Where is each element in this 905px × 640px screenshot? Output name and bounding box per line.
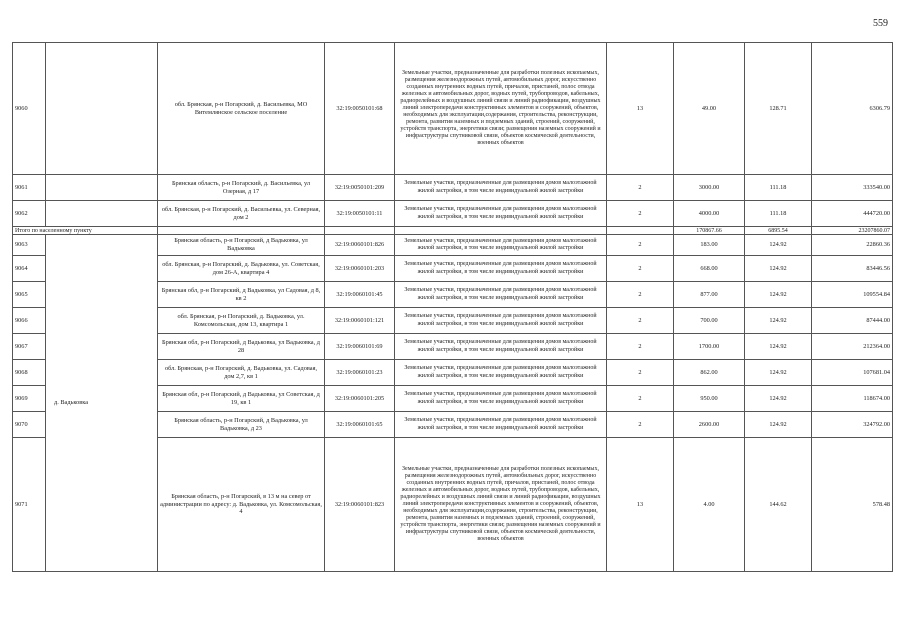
specific-value-cell: 124.92 xyxy=(745,308,812,334)
land-use-cell: Земельные участки, предназначенные для разработки полезных ископаемых, размещения железнодорожных путей, автомобильных дорог, искусственно созданных внутренних водных путей, причалов, пристаней, полос отвода железных и автомобильных дорог, водных путей, трубопроводов, кабельных, радиорелейных и воздушных линий связи и линий радиофикации, воздушных линий электропередачи конструктивных элементов и сооружений, объектов, необходимых для эксплуатации,содержания, строительства, реконструкции, ремонта, развития наземных и подземных зданий, строений, сооружений, устройств транспорта, энергетики связи; размещения наземных сооружений и инфраструктуры спутниковой связи, объектов космической деятельности, военных объектов xyxy=(395,438,607,572)
specific-value-cell: 128.71 xyxy=(745,43,812,175)
cadastral-number-cell: 32:19:0060101:23 xyxy=(325,360,395,386)
category-cell: 2 xyxy=(607,201,674,227)
land-use-cell: Земельные участки, предназначенные для размещения домов малоэтажной жилой застройки, в том числе индивидуальной жилой застройки xyxy=(395,386,607,412)
cadastral-value-cell: 87444.00 xyxy=(812,308,893,334)
cadastral-value-cell: 444720.00 xyxy=(812,201,893,227)
specific-value-cell: 124.92 xyxy=(745,412,812,438)
row-number: 9060 xyxy=(13,43,46,175)
row-number: 9069 xyxy=(13,386,46,412)
category-cell: 2 xyxy=(607,235,674,256)
table-row xyxy=(13,43,893,175)
address-cell: Брянская область, р-н Погарский, д Вадьковка, ул Вадьковка xyxy=(158,235,325,256)
land-use-cell: Земельные участки, предназначенные для размещения домов малоэтажной жилой застройки, в том числе индивидуальной жилой застройки xyxy=(395,235,607,256)
cadastral-number-cell: 32:19:0050101:11 xyxy=(325,201,395,227)
cadastral-number-cell: 32:19:0060101:826 xyxy=(325,235,395,256)
land-use-cell: Земельные участки, предназначенные для размещения домов малоэтажной жилой застройки, в том числе индивидуальной жилой застройки xyxy=(395,308,607,334)
address-cell: Брянская обл, р-н Погарский, д Вадьковка, ул Вадьковка, д 28 xyxy=(158,334,325,360)
empty-cell xyxy=(395,227,607,235)
category-cell: 2 xyxy=(607,412,674,438)
empty-cell xyxy=(325,227,395,235)
category-cell: 13 xyxy=(607,43,674,175)
cadastral-value-cell: 83446.56 xyxy=(812,256,893,282)
land-use-cell: Земельные участки, предназначенные для размещения домов малоэтажной жилой застройки, в том числе индивидуальной жилой застройки xyxy=(395,256,607,282)
cadastral-number-cell: 32:19:0060101:823 xyxy=(325,438,395,572)
address-cell: Брянская обл, р-н Погарский, д Вадьковка, ул Советская, д 19, кв 1 xyxy=(158,386,325,412)
cadastral-value-cell: 324792.00 xyxy=(812,412,893,438)
land-use-cell: Земельные участки, предназначенные для размещения домов малоэтажной жилой застройки, в том числе индивидуальной жилой застройки xyxy=(395,334,607,360)
locality-total-row xyxy=(13,227,893,235)
address-cell: обл. Брянская, р-н Погарский, д. Васильевка, ул. Северная, дом 2 xyxy=(158,201,325,227)
category-cell: 13 xyxy=(607,438,674,572)
area-cell: 4.00 xyxy=(674,438,745,572)
total-cadastral-value: 23207860.07 xyxy=(812,227,893,235)
category-cell: 2 xyxy=(607,256,674,282)
table-row xyxy=(13,175,893,201)
cadastral-value-cell: 578.48 xyxy=(812,438,893,572)
specific-value-cell: 124.92 xyxy=(745,256,812,282)
land-use-cell: Земельные участки, предназначенные для размещения домов малоэтажной жилой застройки, в том числе индивидуальной жилой застройки xyxy=(395,282,607,308)
land-use-cell: Земельные участки, предназначенные для размещения домов малоэтажной жилой застройки, в том числе индивидуальной жилой застройки xyxy=(395,412,607,438)
category-cell: 2 xyxy=(607,175,674,201)
page-number: 559 xyxy=(873,18,888,29)
cadastral-value-cell: 118674.00 xyxy=(812,386,893,412)
total-area: 170867.66 xyxy=(674,227,745,235)
category-cell: 2 xyxy=(607,334,674,360)
locality-cell xyxy=(46,43,158,175)
locality-cell: д. Вадьковка xyxy=(46,235,158,572)
category-cell: 2 xyxy=(607,282,674,308)
cadastral-number-cell: 32:19:0060101:45 xyxy=(325,282,395,308)
address-cell: обл. Брянская, р-н Погарский, д. Васильевка, МО Витемлянское сельское поселение xyxy=(158,43,325,175)
cadastral-number-cell: 32:19:0060101:203 xyxy=(325,256,395,282)
land-use-cell: Земельные участки, предназначенные для размещения домов малоэтажной жилой застройки, в том числе индивидуальной жилой застройки xyxy=(395,360,607,386)
specific-value-cell: 111.18 xyxy=(745,201,812,227)
specific-value-cell: 124.92 xyxy=(745,334,812,360)
address-cell: обл. Брянская, р-н Погарский, д. Вадьковка, ул. Комсомольская, дом 13, квартира 1 xyxy=(158,308,325,334)
area-cell: 1700.00 xyxy=(674,334,745,360)
row-number: 9067 xyxy=(13,334,46,360)
row-number: 9062 xyxy=(13,201,46,227)
land-use-cell: Земельные участки, предназначенные для размещения домов малоэтажной жилой застройки, в том числе индивидуальной жилой застройки xyxy=(395,175,607,201)
cadastral-value-cell: 109554.84 xyxy=(812,282,893,308)
category-cell: 2 xyxy=(607,360,674,386)
area-cell: 700.00 xyxy=(674,308,745,334)
cadastral-number-cell: 32:19:0050101:209 xyxy=(325,175,395,201)
cadastral-value-table xyxy=(12,42,893,572)
specific-value-cell: 124.92 xyxy=(745,386,812,412)
address-cell: Брянская обл, р-н Погарский, д Вадьковка, ул Садовая, д 8, кв 2 xyxy=(158,282,325,308)
empty-cell xyxy=(158,227,325,235)
locality-cell xyxy=(46,201,158,227)
row-number: 9071 xyxy=(13,438,46,572)
area-cell: 183.00 xyxy=(674,235,745,256)
area-cell: 2600.00 xyxy=(674,412,745,438)
row-number: 9063 xyxy=(13,235,46,256)
row-number: 9064 xyxy=(13,256,46,282)
area-cell: 877.00 xyxy=(674,282,745,308)
category-cell: 2 xyxy=(607,386,674,412)
cadastral-number-cell: 32:19:0060101:121 xyxy=(325,308,395,334)
row-number: 9070 xyxy=(13,412,46,438)
cadastral-value-cell: 212364.00 xyxy=(812,334,893,360)
specific-value-cell: 124.92 xyxy=(745,360,812,386)
locality-cell xyxy=(46,175,158,201)
total-specific-value: 6895.54 xyxy=(745,227,812,235)
cadastral-number-cell: 32:19:0050101:68 xyxy=(325,43,395,175)
area-cell: 4000.00 xyxy=(674,201,745,227)
specific-value-cell: 144.62 xyxy=(745,438,812,572)
area-cell: 49.00 xyxy=(674,43,745,175)
specific-value-cell: 124.92 xyxy=(745,282,812,308)
cadastral-number-cell: 32:19:0060101:65 xyxy=(325,412,395,438)
address-cell: Брянская область, р-н Погарский, д. Васильевка, ул Озерная, д 17 xyxy=(158,175,325,201)
cadastral-value-cell: 6306.79 xyxy=(812,43,893,175)
row-number: 9061 xyxy=(13,175,46,201)
address-cell: Брянская область, р-н Погарский, в 13 м на север от администрации по адресу: д. Вадьковка, ул. Комсомольская, 4 xyxy=(158,438,325,572)
area-cell: 668.00 xyxy=(674,256,745,282)
cadastral-value-cell: 22860.36 xyxy=(812,235,893,256)
row-number: 9065 xyxy=(13,282,46,308)
cadastral-number-cell: 32:19:0060101:69 xyxy=(325,334,395,360)
address-cell: обл. Брянская, р-н Погарский, д. Вадьковка, ул. Советская, дом 26-А, квартира 4 xyxy=(158,256,325,282)
cadastral-value-cell: 107681.04 xyxy=(812,360,893,386)
total-label: Итого по населенному пункту xyxy=(13,227,158,235)
cadastral-number-cell: 32:19:0060101:205 xyxy=(325,386,395,412)
area-cell: 3000.00 xyxy=(674,175,745,201)
table-row xyxy=(13,235,893,256)
empty-cell xyxy=(607,227,674,235)
specific-value-cell: 124.92 xyxy=(745,235,812,256)
row-number: 9066 xyxy=(13,308,46,334)
specific-value-cell: 111.18 xyxy=(745,175,812,201)
address-cell: Брянская область, р-н Погарский, д Вадьковка, ул Вадьковка, д 23 xyxy=(158,412,325,438)
land-use-cell: Земельные участки, предназначенные для размещения домов малоэтажной жилой застройки, в том числе индивидуальной жилой застройки xyxy=(395,201,607,227)
land-use-cell: Земельные участки, предназначенные для разработки полезных ископаемых, размещения железнодорожных путей, автомобильных дорог, искусственно созданных внутренних водных путей, причалов, пристаней, полос отвода железных и автомобильных дорог, водных путей, трубопроводов, кабельных, радиорелейных и воздушных линий связи и линий радиофикации, воздушных линий электропередачи конструктивных элементов и сооружений, объектов, необходимых для эксплуатации,содержания, строительства, реконструкции, ремонта, развития наземных и подземных зданий, строений, сооружений, устройств транспорта, энергетики связи; размещения наземных сооружений и инфраструктуры спутниковой связи, объектов космической деятельности, военных объектов xyxy=(395,43,607,175)
category-cell: 2 xyxy=(607,308,674,334)
address-cell: обл. Брянская, р-н Погарский, д. Вадьковка, ул. Садовая, дом 2,7, кв 1 xyxy=(158,360,325,386)
area-cell: 862.00 xyxy=(674,360,745,386)
cadastral-value-cell: 333540.00 xyxy=(812,175,893,201)
table-row xyxy=(13,201,893,227)
row-number: 9068 xyxy=(13,360,46,386)
area-cell: 950.00 xyxy=(674,386,745,412)
